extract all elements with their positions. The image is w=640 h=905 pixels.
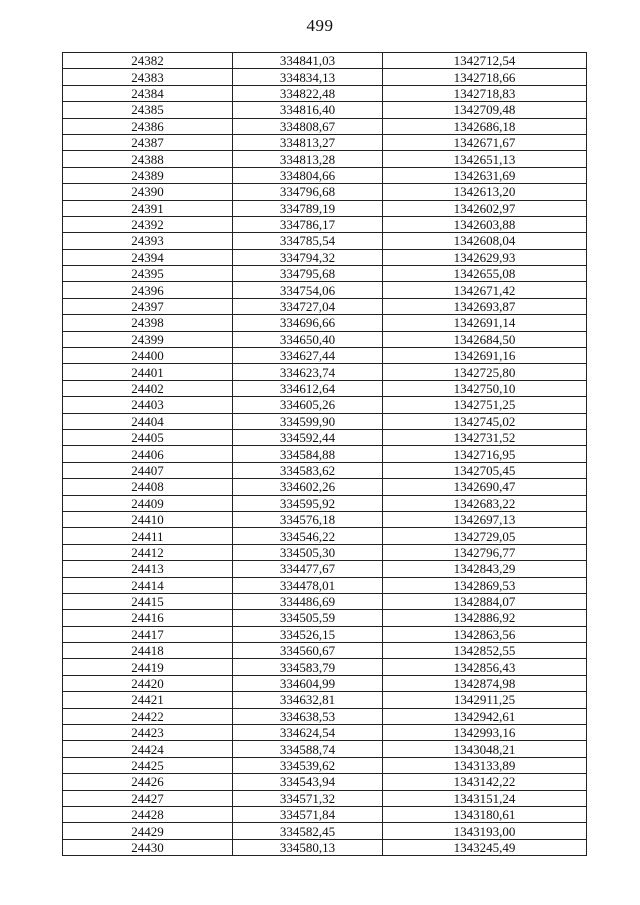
y-coordinate-cell: 1343245,49 xyxy=(383,839,587,855)
table-row xyxy=(63,462,587,478)
table-row xyxy=(63,511,587,527)
x-coordinate-cell: 334543,94 xyxy=(233,774,383,790)
y-coordinate-cell: 1342691,16 xyxy=(383,348,587,364)
y-coordinate-cell: 1342709,48 xyxy=(383,102,587,118)
x-coordinate-cell: 334795,68 xyxy=(233,266,383,282)
point-number-cell: 24415 xyxy=(63,593,233,609)
y-coordinate-cell: 1342608,04 xyxy=(383,233,587,249)
table-row xyxy=(63,184,587,200)
point-number-cell: 24407 xyxy=(63,462,233,478)
x-coordinate-cell: 334796,68 xyxy=(233,184,383,200)
table-row xyxy=(63,839,587,855)
point-number-cell: 24424 xyxy=(63,741,233,757)
point-number-cell: 24404 xyxy=(63,413,233,429)
point-number-cell: 24399 xyxy=(63,331,233,347)
y-coordinate-cell: 1343142,22 xyxy=(383,774,587,790)
x-coordinate-cell: 334592,44 xyxy=(233,429,383,445)
point-number-cell: 24405 xyxy=(63,429,233,445)
table-row xyxy=(63,85,587,101)
table-row xyxy=(63,806,587,822)
table-row xyxy=(63,561,587,577)
x-coordinate-cell: 334576,18 xyxy=(233,511,383,527)
y-coordinate-cell: 1342911,25 xyxy=(383,692,587,708)
table-row xyxy=(63,380,587,396)
x-coordinate-cell: 334546,22 xyxy=(233,528,383,544)
x-coordinate-cell: 334588,74 xyxy=(233,741,383,757)
x-coordinate-cell: 334505,59 xyxy=(233,610,383,626)
x-coordinate-cell: 334638,53 xyxy=(233,708,383,724)
y-coordinate-cell: 1342684,50 xyxy=(383,331,587,347)
point-number-cell: 24403 xyxy=(63,397,233,413)
point-number-cell: 24382 xyxy=(63,53,233,69)
x-coordinate-cell: 334599,90 xyxy=(233,413,383,429)
point-number-cell: 24428 xyxy=(63,806,233,822)
y-coordinate-cell: 1342843,29 xyxy=(383,561,587,577)
x-coordinate-cell: 334623,74 xyxy=(233,364,383,380)
point-number-cell: 24392 xyxy=(63,216,233,232)
x-coordinate-cell: 334785,54 xyxy=(233,233,383,249)
point-number-cell: 24386 xyxy=(63,118,233,134)
point-number-cell: 24425 xyxy=(63,757,233,773)
point-number-cell: 24406 xyxy=(63,446,233,462)
point-number-cell: 24412 xyxy=(63,544,233,560)
x-coordinate-cell: 334602,26 xyxy=(233,479,383,495)
point-number-cell: 24414 xyxy=(63,577,233,593)
table-row xyxy=(63,725,587,741)
table-row xyxy=(63,790,587,806)
table-row xyxy=(63,446,587,462)
point-number-cell: 24427 xyxy=(63,790,233,806)
table-row xyxy=(63,266,587,282)
y-coordinate-cell: 1342745,02 xyxy=(383,413,587,429)
point-number-cell: 24423 xyxy=(63,725,233,741)
point-number-cell: 24410 xyxy=(63,511,233,527)
table-row xyxy=(63,774,587,790)
x-coordinate-cell: 334813,27 xyxy=(233,134,383,150)
y-coordinate-cell: 1342686,18 xyxy=(383,118,587,134)
y-coordinate-cell: 1342631,69 xyxy=(383,167,587,183)
x-coordinate-cell: 334786,17 xyxy=(233,216,383,232)
x-coordinate-cell: 334650,40 xyxy=(233,331,383,347)
y-coordinate-cell: 1342683,22 xyxy=(383,495,587,511)
table-row xyxy=(63,643,587,659)
y-coordinate-cell: 1342863,56 xyxy=(383,626,587,642)
y-coordinate-cell: 1342671,67 xyxy=(383,134,587,150)
point-number-cell: 24398 xyxy=(63,315,233,331)
point-number-cell: 24426 xyxy=(63,774,233,790)
y-coordinate-cell: 1342869,53 xyxy=(383,577,587,593)
point-number-cell: 24387 xyxy=(63,134,233,150)
point-number-cell: 24393 xyxy=(63,233,233,249)
table-row xyxy=(63,610,587,626)
point-number-cell: 24413 xyxy=(63,561,233,577)
x-coordinate-cell: 334526,15 xyxy=(233,626,383,642)
table-row xyxy=(63,167,587,183)
x-coordinate-cell: 334584,88 xyxy=(233,446,383,462)
table-row xyxy=(63,397,587,413)
x-coordinate-cell: 334505,30 xyxy=(233,544,383,560)
y-coordinate-cell: 1342942,61 xyxy=(383,708,587,724)
table-row xyxy=(63,315,587,331)
point-number-cell: 24408 xyxy=(63,479,233,495)
x-coordinate-cell: 334560,67 xyxy=(233,643,383,659)
y-coordinate-cell: 1342629,93 xyxy=(383,249,587,265)
table-row xyxy=(63,708,587,724)
table-row xyxy=(63,413,587,429)
table-row xyxy=(63,675,587,691)
point-number-cell: 24400 xyxy=(63,348,233,364)
y-coordinate-cell: 1342852,55 xyxy=(383,643,587,659)
y-coordinate-cell: 1342751,25 xyxy=(383,397,587,413)
x-coordinate-cell: 334841,03 xyxy=(233,53,383,69)
x-coordinate-cell: 334624,54 xyxy=(233,725,383,741)
y-coordinate-cell: 1342731,52 xyxy=(383,429,587,445)
table-row xyxy=(63,69,587,85)
table-row xyxy=(63,282,587,298)
table-row xyxy=(63,528,587,544)
y-coordinate-cell: 1342671,42 xyxy=(383,282,587,298)
x-coordinate-cell: 334816,40 xyxy=(233,102,383,118)
point-number-cell: 24419 xyxy=(63,659,233,675)
point-number-cell: 24385 xyxy=(63,102,233,118)
table-row xyxy=(63,429,587,445)
x-coordinate-cell: 334632,81 xyxy=(233,692,383,708)
x-coordinate-cell: 334571,84 xyxy=(233,806,383,822)
table-row xyxy=(63,53,587,69)
table-row xyxy=(63,593,587,609)
point-number-cell: 24417 xyxy=(63,626,233,642)
coordinates-table-body xyxy=(63,53,587,856)
table-row xyxy=(63,364,587,380)
y-coordinate-cell: 1342697,13 xyxy=(383,511,587,527)
y-coordinate-cell: 1342693,87 xyxy=(383,298,587,314)
x-coordinate-cell: 334727,04 xyxy=(233,298,383,314)
table-row xyxy=(63,479,587,495)
table-row xyxy=(63,741,587,757)
point-number-cell: 24422 xyxy=(63,708,233,724)
y-coordinate-cell: 1342729,05 xyxy=(383,528,587,544)
y-coordinate-cell: 1342886,92 xyxy=(383,610,587,626)
x-coordinate-cell: 334583,62 xyxy=(233,462,383,478)
x-coordinate-cell: 334580,13 xyxy=(233,839,383,855)
y-coordinate-cell: 1342603,88 xyxy=(383,216,587,232)
y-coordinate-cell: 1343048,21 xyxy=(383,741,587,757)
y-coordinate-cell: 1343180,61 xyxy=(383,806,587,822)
x-coordinate-cell: 334486,69 xyxy=(233,593,383,609)
x-coordinate-cell: 334696,66 xyxy=(233,315,383,331)
y-coordinate-cell: 1342651,13 xyxy=(383,151,587,167)
x-coordinate-cell: 334477,67 xyxy=(233,561,383,577)
x-coordinate-cell: 334813,28 xyxy=(233,151,383,167)
x-coordinate-cell: 334822,48 xyxy=(233,85,383,101)
y-coordinate-cell: 1343133,89 xyxy=(383,757,587,773)
table-row xyxy=(63,102,587,118)
y-coordinate-cell: 1342993,16 xyxy=(383,725,587,741)
x-coordinate-cell: 334605,26 xyxy=(233,397,383,413)
table-row xyxy=(63,134,587,150)
y-coordinate-cell: 1342602,97 xyxy=(383,200,587,216)
table-row xyxy=(63,233,587,249)
y-coordinate-cell: 1342725,80 xyxy=(383,364,587,380)
point-number-cell: 24396 xyxy=(63,282,233,298)
x-coordinate-cell: 334808,67 xyxy=(233,118,383,134)
x-coordinate-cell: 334595,92 xyxy=(233,495,383,511)
point-number-cell: 24394 xyxy=(63,249,233,265)
table-row xyxy=(63,151,587,167)
point-number-cell: 24411 xyxy=(63,528,233,544)
y-coordinate-cell: 1342856,43 xyxy=(383,659,587,675)
point-number-cell: 24421 xyxy=(63,692,233,708)
x-coordinate-cell: 334582,45 xyxy=(233,823,383,839)
y-coordinate-cell: 1342716,95 xyxy=(383,446,587,462)
point-number-cell: 24429 xyxy=(63,823,233,839)
point-number-cell: 24389 xyxy=(63,167,233,183)
table-row xyxy=(63,200,587,216)
point-number-cell: 24383 xyxy=(63,69,233,85)
table-row xyxy=(63,298,587,314)
table-row xyxy=(63,348,587,364)
y-coordinate-cell: 1343151,24 xyxy=(383,790,587,806)
point-number-cell: 24388 xyxy=(63,151,233,167)
y-coordinate-cell: 1342874,98 xyxy=(383,675,587,691)
y-coordinate-cell: 1342884,07 xyxy=(383,593,587,609)
point-number-cell: 24402 xyxy=(63,380,233,396)
table-row xyxy=(63,577,587,593)
y-coordinate-cell: 1343193,00 xyxy=(383,823,587,839)
table-row xyxy=(63,823,587,839)
point-number-cell: 24395 xyxy=(63,266,233,282)
point-number-cell: 24397 xyxy=(63,298,233,314)
table-row xyxy=(63,692,587,708)
table-row xyxy=(63,757,587,773)
x-coordinate-cell: 334571,32 xyxy=(233,790,383,806)
table-row xyxy=(63,331,587,347)
point-number-cell: 24430 xyxy=(63,839,233,855)
x-coordinate-cell: 334754,06 xyxy=(233,282,383,298)
x-coordinate-cell: 334834,13 xyxy=(233,69,383,85)
x-coordinate-cell: 334583,79 xyxy=(233,659,383,675)
table-row xyxy=(63,659,587,675)
table-row xyxy=(63,495,587,511)
point-number-cell: 24409 xyxy=(63,495,233,511)
page-number: 499 xyxy=(306,16,334,35)
y-coordinate-cell: 1342718,83 xyxy=(383,85,587,101)
point-number-cell: 24418 xyxy=(63,643,233,659)
y-coordinate-cell: 1342796,77 xyxy=(383,544,587,560)
x-coordinate-cell: 334789,19 xyxy=(233,200,383,216)
y-coordinate-cell: 1342613,20 xyxy=(383,184,587,200)
x-coordinate-cell: 334612,64 xyxy=(233,380,383,396)
y-coordinate-cell: 1342750,10 xyxy=(383,380,587,396)
y-coordinate-cell: 1342712,54 xyxy=(383,53,587,69)
table-row xyxy=(63,118,587,134)
point-number-cell: 24390 xyxy=(63,184,233,200)
x-coordinate-cell: 334627,44 xyxy=(233,348,383,364)
table-row xyxy=(63,249,587,265)
y-coordinate-cell: 1342691,14 xyxy=(383,315,587,331)
x-coordinate-cell: 334794,32 xyxy=(233,249,383,265)
point-number-cell: 24384 xyxy=(63,85,233,101)
y-coordinate-cell: 1342718,66 xyxy=(383,69,587,85)
table-row xyxy=(63,544,587,560)
x-coordinate-cell: 334804,66 xyxy=(233,167,383,183)
point-number-cell: 24391 xyxy=(63,200,233,216)
y-coordinate-cell: 1342655,08 xyxy=(383,266,587,282)
point-number-cell: 24401 xyxy=(63,364,233,380)
x-coordinate-cell: 334604,99 xyxy=(233,675,383,691)
point-number-cell: 24416 xyxy=(63,610,233,626)
y-coordinate-cell: 1342705,45 xyxy=(383,462,587,478)
table-row xyxy=(63,216,587,232)
x-coordinate-cell: 334539,62 xyxy=(233,757,383,773)
coordinates-table xyxy=(62,52,587,856)
point-number-cell: 24420 xyxy=(63,675,233,691)
y-coordinate-cell: 1342690,47 xyxy=(383,479,587,495)
table-row xyxy=(63,626,587,642)
x-coordinate-cell: 334478,01 xyxy=(233,577,383,593)
